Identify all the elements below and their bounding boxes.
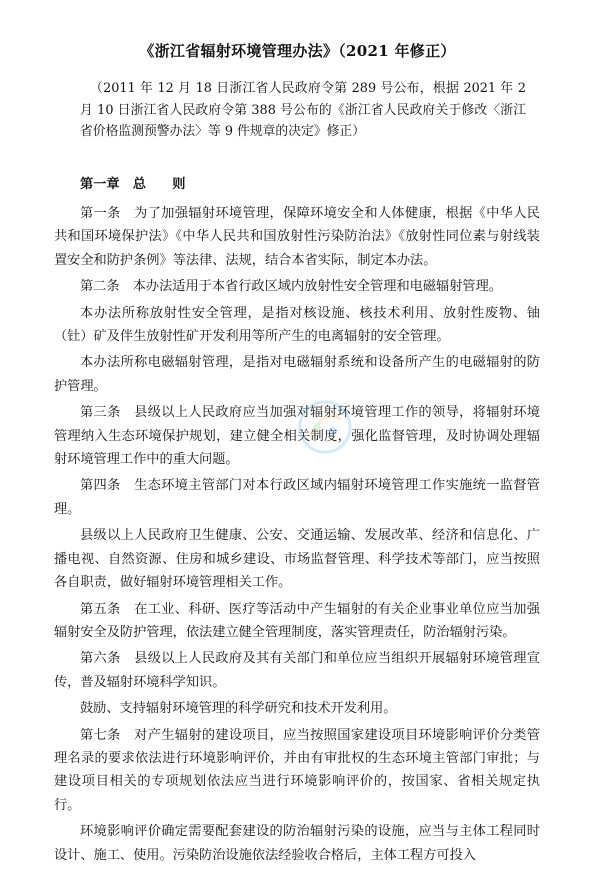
paragraph: 第六条 县级以上人民政府及其有关部门和单位应当组织开展辐射环境管理宣传，普及辐射环境科学知识。 (54, 651, 540, 690)
paragraph: 县级以上人民政府卫生健康、公安、交通运输、发展改革、经济和信息化、广播电视、自然资源、住房和城乡建设、市场监督管理、科学技术等部门，应当按照各自职责，做好辐射环境管理相关工作。 (54, 528, 540, 591)
document-title: 《浙江省辐射环境管理办法》（2021 年修正） (139, 42, 456, 60)
paragraph: 第一条 为了加强辐射环境管理，保障环境安全和人体健康，根据《中华人民共和国环境保护法》《中华人民共和国放射性污染防治法》《放射性同位素与射线装置安全和防护条例》等法律、法规，结合本省实际，制定本办法。 (54, 206, 540, 268)
paragraph: 第七条 对产生辐射的建设项目，应当按照国家建设项目环境影响评价分类管理名录的要求依法进行环境影响评价，并由有审批权的生态环境主管部门审批；与建设项目相关的专项规划依法应当进行环境影响评价的，按国家、省相关规定执行。 (54, 727, 540, 813)
watermark-logo-icon (296, 398, 354, 456)
paragraph: 第二条 本办法适用于本省行政区域内放射性安全管理和电磁辐射管理。 (80, 279, 502, 295)
paragraph: 第五条 在工业、科研、医疗等活动中产生辐射的有关企业事业单位应当加强辐射安全及防护管理，依法建立健全管理制度，落实管理责任，防治辐射污染。 (54, 601, 540, 640)
paragraph: 鼓励、支持辐射环境管理的科学研究和技术开发利用。 (80, 701, 397, 717)
paragraph: 本办法所称放射性安全管理，是指对核设施、核技术利用、放射性废物、铀（钍）矿及伴生放射性矿开发利用等所产生的电离辐射的安全管理。 (54, 305, 540, 345)
paragraph: 第三条 县级以上人民政府应当加强对辐射环境管理工作的领导，将辐射环境管理纳入生态环境保护规划，建立健全相关制度，强化监督管理，及时协调处理辐射环境管理工作中的重大问题。 (54, 405, 540, 468)
chapter-heading: 第一章 总 则 (80, 177, 186, 192)
paragraph: 第四条 生态环境主管部门对本行政区域内辐射环境管理工作实施统一监督管理。 (54, 478, 540, 517)
document-preamble: （2011 年 12 月 18 日浙江省人民政府令第 289 号公布，根据 2021 年 2 月 10 日浙江省人民政府令第 388 号公布的《浙江省人民政府关于修改〈浙江省价格监测预警办法〉等 9 件规章的决定》修正） (80, 81, 526, 139)
document-body (54, 174, 540, 870)
paragraph: 环境影响评价确定需要配套建设的防治辐射污染的设施，应当与主体工程同时设计、施工、使用。污染防治设施依法经验收合格后，主体工程方可投入 (54, 824, 540, 863)
paragraph: 本办法所称电磁辐射管理，是指对电磁辐射系统和设备所产生的电磁辐射的防护管理。 (54, 355, 540, 394)
